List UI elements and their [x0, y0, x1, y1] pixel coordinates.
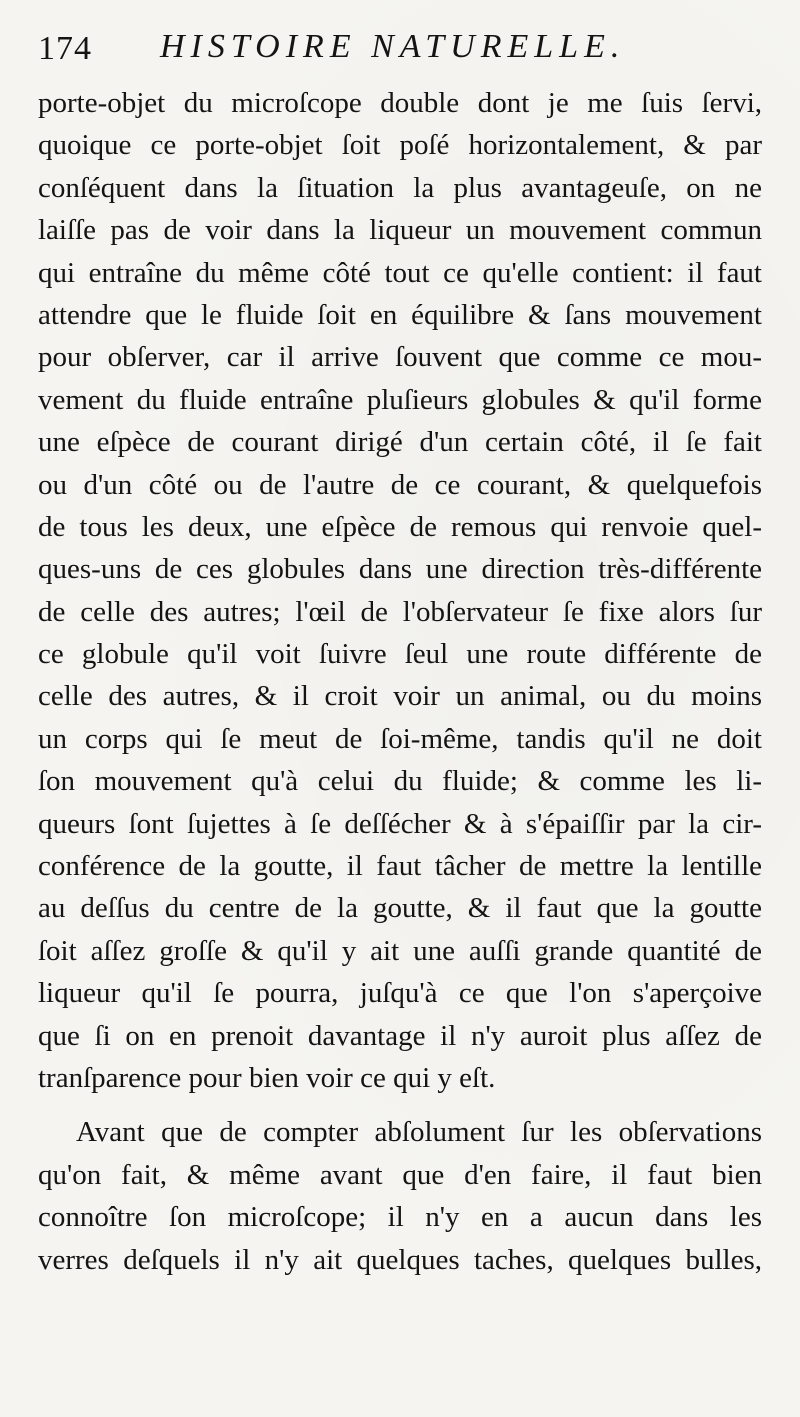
- text-line: de tous les deux, une eſpèce de remous qui renvoie quel-: [38, 510, 762, 543]
- text-line: Avant que de compter abſolument ſur les obſervations: [76, 1116, 762, 1149]
- text-line: tranſparence pour bien voir ce qui y eſt.: [38, 1061, 496, 1094]
- page-header: [38, 24, 758, 76]
- text-line: ſon mouvement qu'à celui du fluide; & comme les li-: [38, 765, 762, 798]
- text-line: ou d'un côté ou de l'autre de ce courant, & quelquefois: [38, 468, 762, 501]
- text-line: conférence de la goutte, il faut tâcher de mettre la lentille: [38, 850, 762, 883]
- paragraph: [38, 82, 762, 1099]
- paragraph-gap: [38, 1099, 762, 1111]
- text-line: verres deſquels il n'y ait quelques taches, quelques bulles,: [38, 1243, 762, 1276]
- paragraph: [38, 1111, 762, 1281]
- text-line: qui entraîne du même côté tout ce qu'elle contient: il faut: [38, 256, 762, 289]
- running-head: HISTOIRE NATURELLE.: [160, 28, 626, 65]
- text-line: qu'on fait, & même avant que d'en faire, il faut bien: [38, 1158, 762, 1191]
- text-line: attendre que le fluide ſoit en équilibre & ſans mouvement: [38, 298, 762, 331]
- text-line: connoître ſon microſcope; il n'y en a aucun dans les: [38, 1201, 762, 1234]
- text-line: une eſpèce de courant dirigé d'un certain côté, il ſe fait: [38, 426, 762, 459]
- text-line: de celle des autres; l'œil de l'obſervateur ſe fixe alors ſur: [38, 595, 762, 628]
- text-line: ce globule qu'il voit ſuivre ſeul une route différente de: [38, 638, 762, 671]
- body-text: [38, 82, 762, 1281]
- text-line: ques-uns de ces globules dans une direction très-différente: [38, 553, 762, 586]
- text-line: quoique ce porte-objet ſoit poſé horizontalement, & par: [38, 129, 762, 162]
- text-line: que ſi on en prenoit davantage il n'y auroit plus aſſez de: [38, 1019, 762, 1052]
- text-line: laiſſe pas de voir dans la liqueur un mouvement commun: [38, 214, 762, 247]
- text-line: vement du fluide entraîne pluſieurs globules & qu'il forme: [38, 383, 762, 416]
- text-line: queurs ſont ſujettes à ſe deſſécher & à s'épaiſſir par la cir-: [38, 807, 762, 840]
- text-line: conſéquent dans la ſituation la plus avantageuſe, on ne: [38, 171, 762, 204]
- text-line: celle des autres, & il croit voir un animal, ou du moins: [38, 680, 762, 713]
- text-line: au deſſus du centre de la goutte, & il faut que la goutte: [38, 892, 762, 925]
- text-line: ſoit aſſez groſſe & qu'il y ait une auſſi grande quantité de: [38, 934, 762, 967]
- text-line: pour obſerver, car il arrive ſouvent que comme ce mou-: [38, 341, 762, 374]
- text-line: porte-objet du microſcope double dont je me ſuis ſervi,: [38, 87, 762, 119]
- text-line: liqueur qu'il ſe pourra, juſqu'à ce que l'on s'aperçoive: [38, 977, 762, 1010]
- text-line: un corps qui ſe meut de ſoi-même, tandis qu'il ne doit: [38, 722, 762, 755]
- page-number: 174: [38, 30, 92, 67]
